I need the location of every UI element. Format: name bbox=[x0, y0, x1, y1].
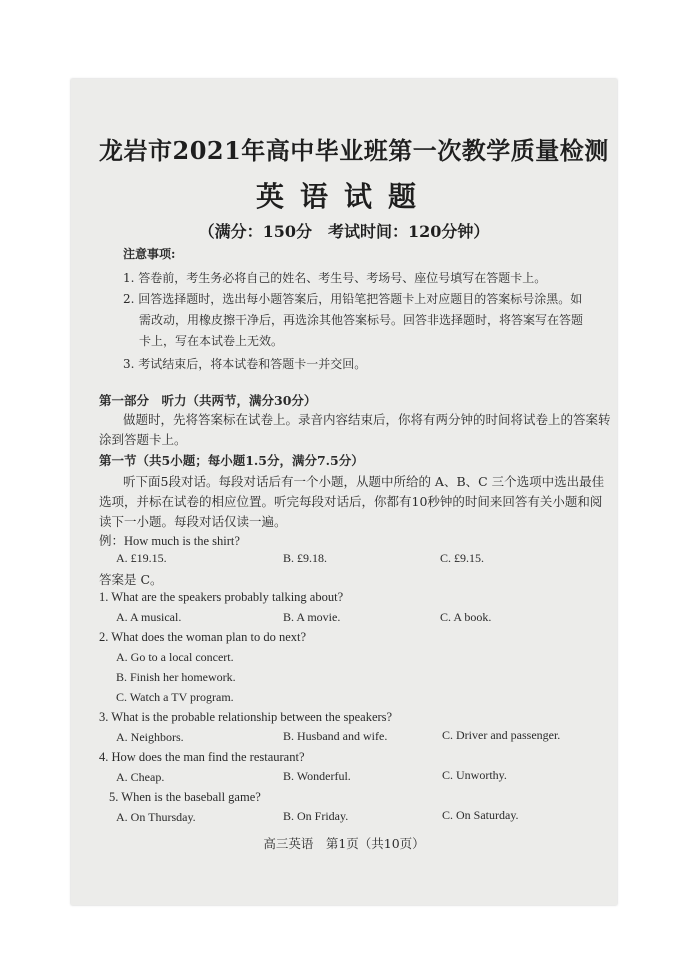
q5-option-b: B. On Friday. bbox=[283, 809, 349, 823]
example-option-c: C. £9.15. bbox=[440, 551, 485, 565]
q2-option-c: C. Watch a TV program. bbox=[116, 690, 234, 704]
q2-option-b: B. Finish her homework. bbox=[116, 670, 236, 684]
notes-heading: 注意事项: bbox=[123, 247, 176, 261]
question-5: 5. When is the baseball game? bbox=[109, 790, 261, 804]
question-4: 4. How does the man find the restaurant? bbox=[99, 750, 305, 764]
q3-option-c: C. Driver and passenger. bbox=[442, 728, 561, 742]
section1-intro-line: 听下面5段对话。每段对话后有一个小题，从题中所给的 A、B、C 三个选项中选出最佳 bbox=[123, 474, 605, 489]
q1-option-b: B. A movie. bbox=[283, 610, 341, 624]
q4-option-a: A. Cheap. bbox=[116, 770, 165, 784]
question-1: 1. What are the speakers probably talking about? bbox=[99, 590, 344, 604]
q4-option-b: B. Wonderful. bbox=[283, 769, 351, 783]
note-line: 1. 答卷前，考生务必将自己的姓名、考生号、考场号、座位号填写在答题卡上。 bbox=[123, 271, 547, 285]
example-option-a: A. £19.15. bbox=[116, 551, 167, 565]
example-answer: 答案是 C。 bbox=[99, 572, 163, 587]
q3-option-b: B. Husband and wife. bbox=[283, 729, 388, 743]
note-line: 需改动，用橡皮擦干净后，再选涂其他答案标号。回答非选择题时，将答案写在答题 bbox=[139, 313, 584, 327]
exam-page bbox=[71, 79, 617, 905]
exam-subtitle: 英语试题 bbox=[255, 180, 432, 213]
section1-intro-line: 选项，并标在试卷的相应位置。听完每段对话后，你都有10秒钟的时间来回答有关小题和阅 bbox=[99, 494, 603, 509]
part1-intro-line: 做题时，先将答案标在试卷上。录音内容结束后，你将有两分钟的时间将试卷上的答案转 bbox=[123, 412, 611, 427]
question-3: 3. What is the probable relationship between the speakers? bbox=[99, 710, 393, 724]
note-line: 卡上，写在本试卷上无效。 bbox=[139, 334, 284, 348]
q4-option-c: C. Unworthy. bbox=[442, 768, 507, 782]
q5-option-a: A. On Thursday. bbox=[116, 810, 196, 824]
q3-option-a: A. Neighbors. bbox=[116, 730, 184, 744]
note-line: 3. 考试结束后，将本试卷和答题卡一并交回。 bbox=[123, 357, 367, 371]
part1-heading: 第一部分 听力（共两节，满分30分） bbox=[99, 393, 317, 408]
exam-title: 龙岩市2021年高中毕业班第一次教学质量检测 bbox=[99, 136, 609, 165]
q1-option-c: C. A book. bbox=[440, 610, 492, 624]
note-line: 2. 回答选择题时，选出每小题答案后，用铅笔把答题卡上对应题目的答案标号涂黑。如 bbox=[123, 292, 583, 306]
question-2: 2. What does the woman plan to do next? bbox=[99, 630, 307, 644]
part1-intro-line: 涂到答题卡上。 bbox=[99, 432, 187, 447]
q2-option-a: A. Go to a local concert. bbox=[116, 650, 234, 664]
page-footer: 高三英语 第1页（共10页） bbox=[263, 836, 425, 851]
q5-option-c: C. On Saturday. bbox=[442, 808, 519, 822]
example-option-b: B. £9.18. bbox=[283, 551, 328, 565]
section1-intro-line: 读下一小题。每段对话仅读一遍。 bbox=[99, 514, 287, 529]
example-question: 例：How much is the shirt? bbox=[99, 534, 240, 548]
score-time-line: （满分：150分 考试时间：120分钟） bbox=[198, 222, 490, 241]
section1-heading: 第一节（共5小题；每小题1.5分，满分7.5分） bbox=[99, 453, 364, 468]
q1-option-a: A. A musical. bbox=[116, 610, 182, 624]
